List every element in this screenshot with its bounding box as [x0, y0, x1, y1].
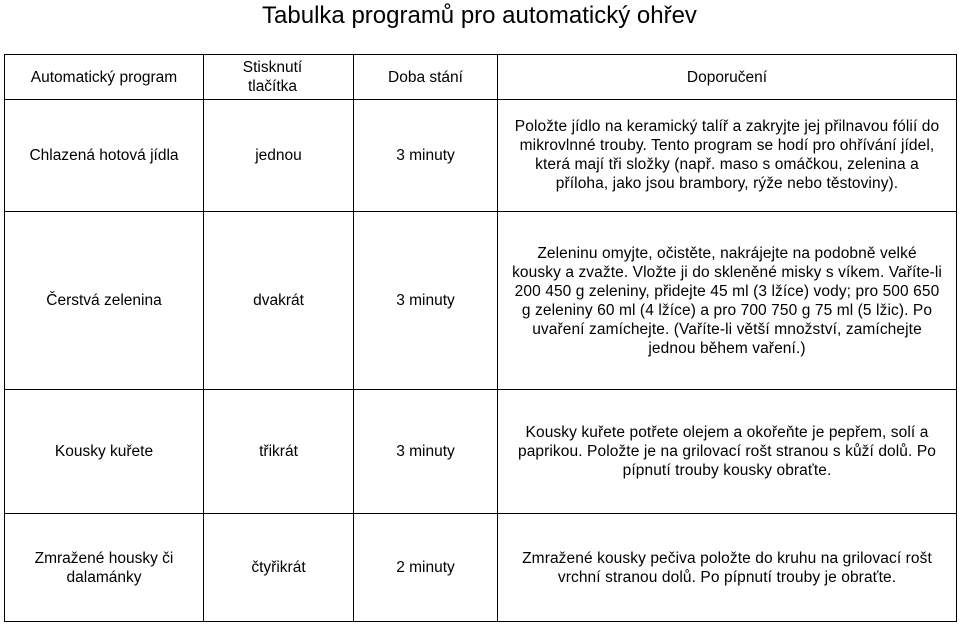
header-standing: Doba stání [354, 55, 498, 100]
table-row [5, 390, 957, 514]
table-row [5, 211, 957, 389]
cell-program: Zmražené housky či dalamánky [5, 514, 204, 622]
cell-recommendation: Položte jídlo na keramický talíř a zakryjte jej přilnavou fólií do mikrovlnné trouby. Tento program se hodí pro ohřívání jídel, která mají tři složky (např. maso s omáčkou, zelenina a příloha, jako jsou brambory, rýže nebo těstoviny). [498, 100, 957, 212]
cell-presses: čtyřikrát [204, 514, 354, 622]
table-row [5, 514, 957, 622]
cell-standing: 2 minuty [354, 514, 498, 622]
cell-standing: 3 minuty [354, 390, 498, 514]
cell-presses: třikrát [204, 390, 354, 514]
program-table [4, 54, 957, 622]
cell-presses: dvakrát [204, 211, 354, 389]
table-row [5, 100, 957, 212]
cell-program: Čerstvá zelenina [5, 211, 204, 389]
table-header-row [5, 55, 957, 100]
cell-standing: 3 minuty [354, 211, 498, 389]
cell-presses: jednou [204, 100, 354, 212]
cell-recommendation: Zmražené kousky pečiva položte do kruhu na grilovací rošt vrchní stranou dolů. Po pípnutí trouby je obraťte. [498, 514, 957, 622]
cell-recommendation: Kousky kuřete potřete olejem a okořeňte je pepřem, solí a paprikou. Položte je na grilovací rošt stranou s kůží dolů. Po pípnutí trouby kousky obraťte. [498, 390, 957, 514]
cell-program: Chlazená hotová jídla [5, 100, 204, 212]
page-title: Tabulka programů pro automatický ohřev [262, 2, 697, 29]
cell-standing: 3 minuty [354, 100, 498, 212]
cell-program: Kousky kuřete [5, 390, 204, 514]
header-presses: Stisknutí tlačítka [204, 55, 354, 100]
header-recommendation: Doporučení [498, 55, 957, 100]
header-program: Automatický program [5, 55, 204, 100]
cell-recommendation: Zeleninu omyjte, očistěte, nakrájejte na podobně velké kousky a zvažte. Vložte ji do skleněné misky s víkem. Vaříte-li 200 450 g zeleniny, přidejte 45 ml (3 lžíce) vody; pro 500 650 g zeleniny 60 ml (4 lžíce) a pro 700 750 g 75 ml (5 lžic). Po uvaření zamíchejte. (Vaříte-li větší množství, zamíchejte jednou během vaření.) [498, 211, 957, 389]
